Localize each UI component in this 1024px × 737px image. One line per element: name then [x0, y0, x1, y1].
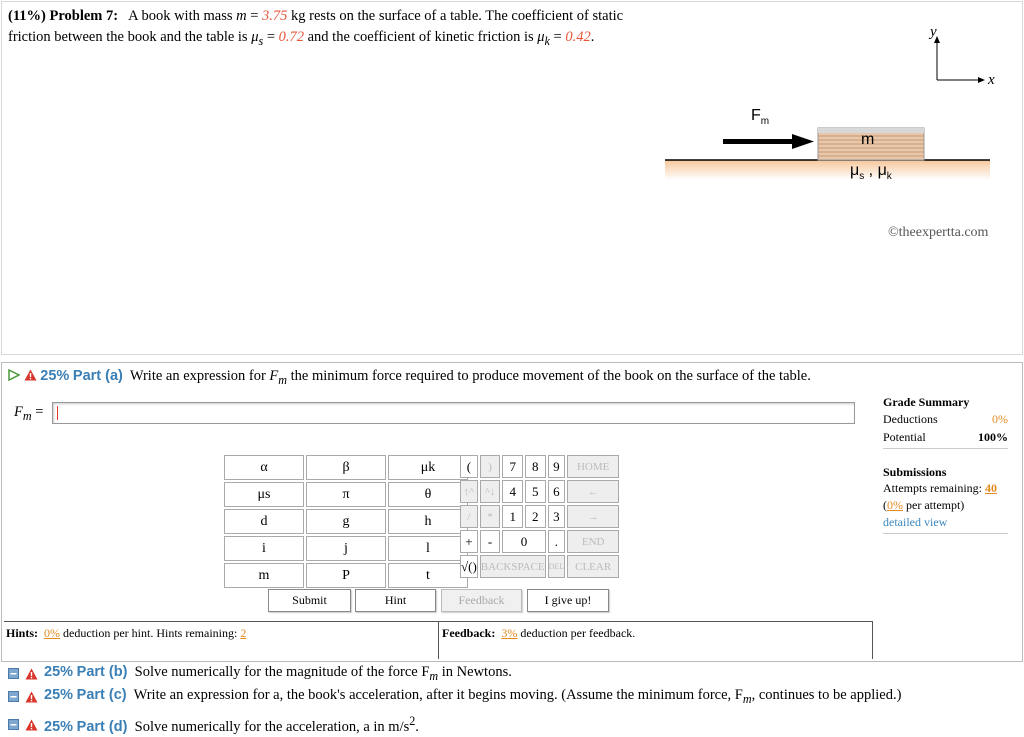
detailed-view-link[interactable]: detailed view: [883, 515, 948, 529]
key-left-arrow[interactable]: ←: [567, 480, 619, 503]
key-del[interactable]: DEL: [548, 555, 566, 578]
part-a-header: 25% Part (a) Write an expression for $F_m$ the minimum force required to produce movement of the book on the surface of the table.: [8, 368, 811, 388]
axis-x-label: x: [988, 72, 995, 88]
key-9[interactable]: 9: [548, 455, 566, 478]
key-backspace[interactable]: BACKSPACE: [480, 555, 546, 578]
collapse-icon[interactable]: [8, 691, 19, 702]
warning-icon: [25, 668, 38, 680]
collapse-icon[interactable]: [8, 668, 19, 679]
mass-value: 3.75: [262, 8, 288, 24]
key-g[interactable]: g: [306, 509, 386, 534]
deductions-value: 0%: [992, 412, 1008, 426]
hint-button[interactable]: Hint: [355, 589, 436, 612]
feedback-bar: Feedback: 3% deduction per feedback.: [438, 621, 873, 659]
symbol-keypad: [222, 453, 470, 590]
hints-bar: Hints: 0% deduction per hint. Hints remaining: 2: [4, 621, 438, 659]
key-m[interactable]: m: [224, 563, 304, 588]
key-open-paren[interactable]: (: [460, 455, 478, 478]
axis-y-label: y: [930, 24, 937, 40]
copyright-text: ©theexpertta.com: [888, 225, 989, 240]
key-right-arrow[interactable]: →: [567, 505, 619, 528]
answer-input[interactable]: [52, 402, 855, 424]
key-P[interactable]: P: [306, 563, 386, 588]
key-subscript[interactable]: ^↓: [480, 480, 501, 503]
key-2[interactable]: 2: [525, 505, 546, 528]
force-label: $F_m$: [751, 107, 770, 128]
key-mu-s[interactable]: μs: [224, 482, 304, 507]
key-h[interactable]: h: [388, 509, 468, 534]
key-t[interactable]: t: [388, 563, 468, 588]
key-multiply[interactable]: *: [480, 505, 501, 528]
key-sqrt[interactable]: √(): [460, 555, 478, 578]
give-up-button[interactable]: I give up!: [527, 589, 609, 612]
key-pi[interactable]: π: [306, 482, 386, 507]
warning-icon: [25, 691, 38, 703]
key-theta[interactable]: θ: [388, 482, 468, 507]
key-beta[interactable]: β: [306, 455, 386, 480]
key-superscript[interactable]: ↑^: [460, 480, 478, 503]
hint-deduction: 0%: [44, 626, 61, 640]
key-i[interactable]: i: [224, 536, 304, 561]
attempts-value: 40: [984, 481, 997, 495]
key-l[interactable]: l: [388, 536, 468, 561]
key-plus[interactable]: +: [460, 530, 478, 553]
hints-remaining: 2: [240, 626, 247, 640]
static-friction-value: 0.72: [278, 29, 304, 45]
key-5[interactable]: 5: [525, 480, 546, 503]
key-alpha[interactable]: α: [224, 455, 304, 480]
feedback-deduction: 3%: [501, 626, 518, 640]
part-b-header[interactable]: 25% Part (b) Solve numerically for the magnitude of the force $F_m$ in Newtons.: [8, 664, 512, 684]
key-minus[interactable]: -: [480, 530, 501, 553]
key-home[interactable]: HOME: [567, 455, 619, 478]
mass-label: m: [861, 131, 875, 148]
part-d-header[interactable]: 25% Part (d) Solve numerically for the acceleration, a in $m/s^2$.: [8, 714, 419, 736]
feedback-button[interactable]: Feedback: [441, 589, 522, 612]
grade-summary: Grade Summary Deductions 0% Potential 100% Submissions Attempts remaining: 40 (0% per attempt) detailed view: [883, 395, 1008, 536]
potential-value: 100%: [978, 430, 1008, 444]
text-caret: [57, 406, 58, 420]
key-clear[interactable]: CLEAR: [567, 555, 619, 578]
kinetic-friction-value: 0.42: [565, 29, 591, 45]
expand-arrow-icon[interactable]: [8, 369, 20, 381]
key-d[interactable]: d: [224, 509, 304, 534]
collapse-icon[interactable]: [8, 719, 19, 730]
key-j[interactable]: j: [306, 536, 386, 561]
warning-icon: [24, 369, 37, 381]
problem-statement: (11%) Problem 7: A book with mass m = 3.75 kg rests on the surface of a table. The coefficient of static friction between the book and the table is $\mu_s = 0.72$ and the coefficient of kinetic friction is $\mu_k = 0.42$.: [8, 8, 624, 48]
warning-icon: [25, 719, 38, 731]
friction-label: $\mu_s$ , $\mu_k$: [850, 162, 892, 183]
problem-header: (11%) Problem 7:: [8, 8, 119, 24]
key-mu-k[interactable]: μk: [388, 455, 468, 480]
key-7[interactable]: 7: [502, 455, 523, 478]
key-decimal[interactable]: .: [548, 530, 566, 553]
numeric-keypad: [458, 453, 621, 580]
answer-label: $F_m$ =: [14, 404, 44, 423]
key-0[interactable]: 0: [502, 530, 545, 553]
key-divide[interactable]: /: [460, 505, 478, 528]
key-end[interactable]: END: [567, 530, 619, 553]
part-c-header[interactable]: 25% Part (c) Write an expression for a, the book's acceleration, after it begins moving. (Assume the minimum force, $F_m$, continues to be applied.): [8, 687, 901, 707]
key-3[interactable]: 3: [548, 505, 566, 528]
key-8[interactable]: 8: [525, 455, 546, 478]
key-4[interactable]: 4: [502, 480, 523, 503]
key-close-paren[interactable]: ): [480, 455, 501, 478]
key-6[interactable]: 6: [548, 480, 566, 503]
submissions-title: Submissions: [883, 465, 947, 479]
key-1[interactable]: 1: [502, 505, 523, 528]
submit-button[interactable]: Submit: [268, 589, 351, 612]
grade-summary-title: Grade Summary: [883, 395, 970, 409]
book-table-diagram: [660, 120, 995, 183]
